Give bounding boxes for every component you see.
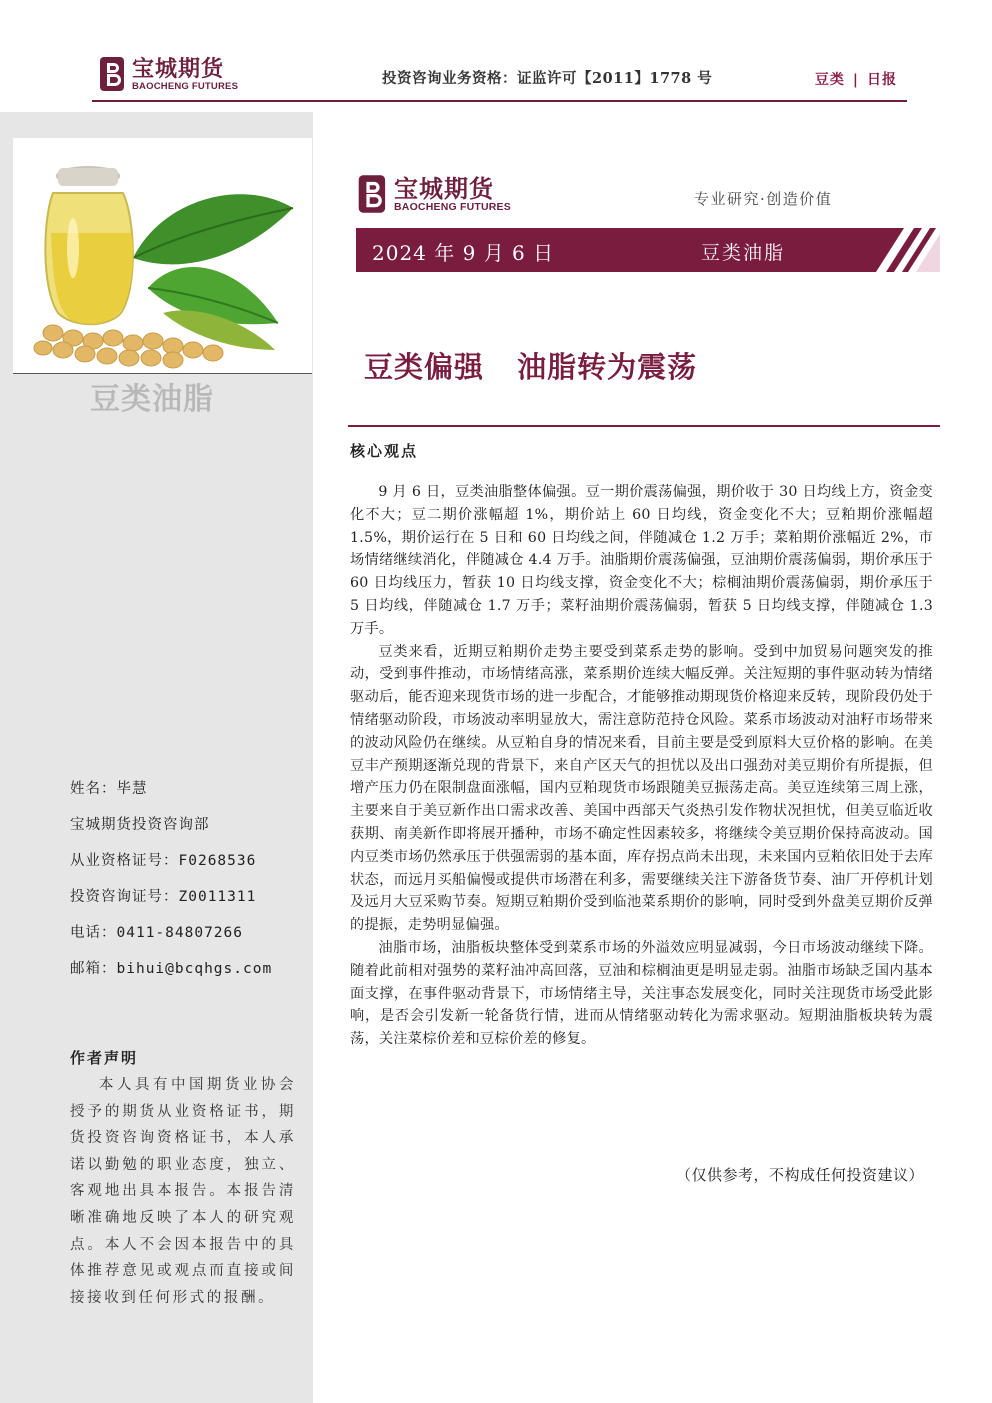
cover-photo: [13, 138, 312, 374]
report-type: [815, 69, 897, 89]
report-date: 2024 年 9 月 6 日: [372, 241, 555, 265]
logo-mark-icon: [356, 172, 390, 216]
headline: 豆类偏强 油脂转为震荡: [364, 350, 698, 384]
sidebar: [0, 112, 313, 1403]
logo-chinese-name: 宝城期货: [132, 55, 225, 82]
analyst-department: 宝城期货投资咨询部: [70, 817, 210, 833]
report-body: [350, 481, 933, 1051]
main-logo-english-name: BAOCHENG FUTURES: [394, 200, 511, 213]
report-frequency: 日报: [867, 72, 897, 88]
paragraph-market-summary: 9 月 6 日，豆类油脂整体偏强。豆一期价震荡偏强，期价收于 30 日均线上方，资金变化不大；豆二期价涨幅超 1%，期价站上 60 日均线，资金变化不大；豆粕期价涨幅超 1.5%，期价运行在 5 日和 60 日均线之间，伴随减仓 1.2 万手；菜粕期价涨幅近 2%，市场情绪继续消化，伴随减仓 4.4 万手。油脂期价震荡偏强，豆油期价震荡偏弱，期价承压于 60 日均线压力，暂获 10 日均线支撑，资金变化不大；棕榈油期价震荡偏弱，期价承压于 5 日均线，伴随减仓 1.7 万手；菜籽油期价震荡偏弱，暂获 5 日均线支撑，伴随减仓 1.3 万手。: [350, 484, 933, 637]
core-view-title: 核心观点: [350, 442, 419, 460]
report-separator: |: [852, 72, 859, 88]
email-address: 邮箱：bihui@bcqhgs.com: [70, 961, 273, 977]
banner-category: 豆类油脂: [701, 242, 786, 264]
advisory-number: 投资咨询证号：Z0011311: [70, 889, 257, 905]
logo-mark-icon: [98, 54, 128, 94]
analyst-contact: [70, 776, 272, 992]
company-logo: [98, 54, 238, 94]
headline-divider: [348, 425, 940, 427]
disclaimer: （仅供参考，不构成任何投资建议）: [675, 1166, 924, 1184]
declaration-title: 作者声明: [70, 1049, 139, 1067]
page-header: [92, 48, 907, 102]
license-text: 投资咨询业务资格：证监许可【2011】1778 号: [382, 70, 713, 87]
slogan: 专业研究·创造价值: [694, 190, 833, 208]
paragraph-soybean-analysis: 豆类来看，近期豆粕期价走势主要受到菜系走势的影响。受到中加贸易问题突发的推动，受到事件推动，市场情绪高涨，菜系期价连续大幅反弹。关注短期的事件驱动转为情绪驱动后，能否迎来现货市场的进一步配合，才能够推动期现货价格迎来反转，现阶段仍处于情绪驱动阶段，市场波动率明显放大，需注意防范持仓风险。菜系市场波动对油籽市场带来的波动风险仍在继续。从豆粕自身的情况来看，目前主要是受到原料大豆价格的影响。在美豆丰产预期逐渐兑现的背景下，来自产区天气的担忧以及出口强劲对美豆期价有所提振，但增产压力仍在限制盘面涨幅，国内豆粕现货市场跟随美豆振荡走高。美豆连续第三周上涨，主要来自于美豆新作出口需求改善、美国中西部天气炎热引发作物状况担忧，但美豆临近收获期、南美新作即将展开播种，市场不确定性因素较多，将继续令美豆期价保持高波动。国内豆类市场仍然承压于供强需弱的基本面，库存拐点尚未出现，未来国内豆粕依旧处于去库状态，而远月买船偏慢或提供市场潜在利多，需要继续关注下游备货节奏、油厂开停机计划及远月大豆采购节奏。短期豆粕期价受到临池菜系期价的影响，同时受到外盘美豆期价反弹的提振，走势明显偏强。: [350, 643, 933, 934]
sidebar-category-title: 豆类油脂: [90, 382, 214, 417]
date-banner: [356, 228, 940, 272]
qualification-number: 从业资格证号：F0268536: [70, 853, 257, 869]
paragraph-oil-analysis: 油脂市场，油脂板块整体受到菜系市场的外溢效应明显减弱，今日市场波动继续下降。随着此前相对强势的菜籽油冲高回落，豆油和棕榈油更是明显走弱。油脂市场缺乏国内基本面支撑，在事件驱动背景下，市场情绪主导，关注事态发展变化，同时关注现货市场受此影响，是否会引发新一轮备货行情，进而从情绪驱动转化为需求驱动。短期油脂板块转为震荡，关注菜棕价差和豆棕价差的修复。: [350, 939, 933, 1048]
main-logo-chinese-name: 宝城期货: [394, 173, 494, 203]
declaration-body: 本人具有中国期货业协会授予的期货从业资格证书，期货投资咨询资格证书，本人承诺以勤勉的职业态度，独立、客观地出具本报告。本报告清晰准确地反映了本人的研究观点。本人不会因本报告中的具体推荐意见或观点而直接或间接接收到任何形式的报酬。: [70, 1077, 296, 1306]
analyst-name: 姓名：毕慧: [70, 781, 148, 797]
logo-english-name: BAOCHENG FUTURES: [132, 80, 239, 92]
oil-jar-soybeans-image: [13, 138, 312, 374]
main-logo: [356, 172, 511, 216]
report-category: 豆类: [814, 72, 845, 88]
phone-number: 电话：0411-84807266: [70, 925, 243, 941]
